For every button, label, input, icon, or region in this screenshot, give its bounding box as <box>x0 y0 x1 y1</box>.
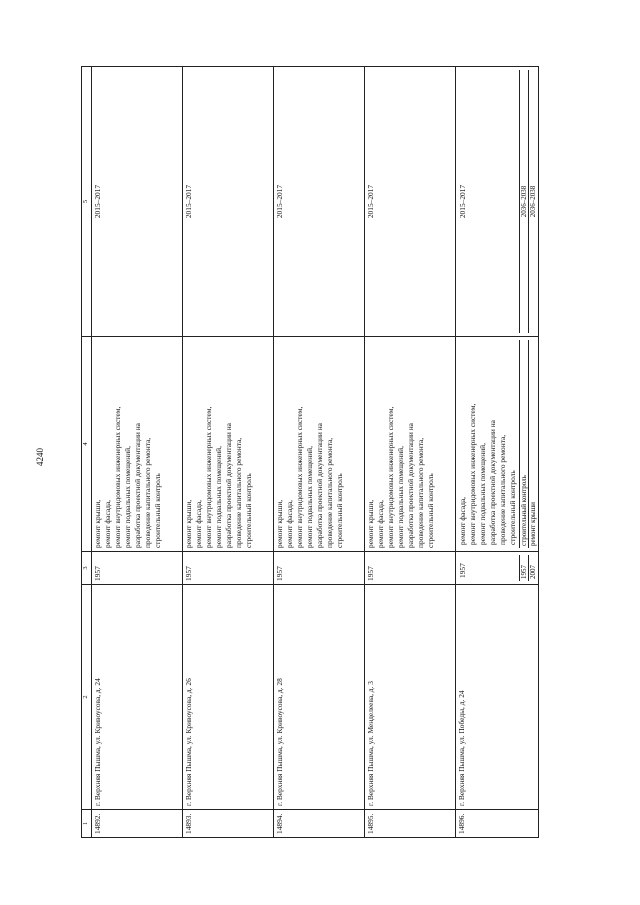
row-works <box>91 337 182 552</box>
row-number: 14892. <box>91 810 182 838</box>
row-works-text: ремонт крыши, ремонт фасада, ремонт внутридомовых инженерных систем, ремонт подвальных помещений, разработка проектной документации на проведение капитального ремонта, строительный контроль <box>183 406 253 548</box>
row-address: г. Верхняя Пышма, ул. Менделеева, д. 3 <box>364 585 455 810</box>
row-number: 14895. <box>364 810 455 838</box>
row-period-subrow: 2036–2038 <box>519 70 528 333</box>
row-period: 2015–2017 <box>91 67 182 337</box>
column-number-row <box>82 67 92 838</box>
row-number: 14893. <box>182 810 273 838</box>
row-address: г. Верхняя Пышма, ул. Кривоусова, д. 28 <box>273 585 364 810</box>
row-number: 14896. <box>455 810 538 838</box>
row-works <box>273 337 364 552</box>
row-period: 2015–2017 <box>273 67 364 337</box>
row-works-main: ремонт фасада, ремонт внутридомовых инженерных систем, ремонт подвальных помещений, разработка проектной документации на проведение капитального ремонта, строительный контроль <box>457 403 517 545</box>
column-header: 4 <box>82 337 92 552</box>
column-header: 5 <box>82 67 92 337</box>
row-year-main: 1957 <box>457 563 467 578</box>
row-number: 14894. <box>273 810 364 838</box>
row-period-subrow: 2036–2038 <box>528 70 537 333</box>
column-header: 1 <box>82 810 92 838</box>
row-period: 2015–2017 <box>182 67 273 337</box>
row-year: 1957 <box>91 552 182 585</box>
table-row <box>182 67 273 838</box>
row-year-subrow: 2007 <box>528 555 537 581</box>
row-period: 2015–2017 <box>364 67 455 337</box>
column-header: 3 <box>82 552 92 585</box>
row-address: г. Верхняя Пышма, ул. Кривоусова, д. 26 <box>182 585 273 810</box>
row-period-main: 2015–2017 <box>457 184 467 219</box>
column-header: 2 <box>82 585 92 810</box>
row-works-text: ремонт крыши, ремонт фасада, ремонт внутридомовых инженерных систем, ремонт подвальных помещений, разработка проектной документации на проведение капитального ремонта, строительный контроль <box>92 406 162 548</box>
row-year: 1957 <box>182 552 273 585</box>
row-year: 1957 <box>273 552 364 585</box>
row-period <box>455 67 538 337</box>
repair-schedule-table <box>81 66 539 838</box>
row-works <box>364 337 455 552</box>
table-row <box>91 67 182 838</box>
row-works-subrow: строительный контроль <box>519 340 528 548</box>
row-works <box>182 337 273 552</box>
row-works-subrow: ремонт крыши <box>528 340 537 548</box>
row-works <box>455 337 538 552</box>
row-year: 1957 <box>364 552 455 585</box>
row-address: г. Верхняя Пышма, ул. Кривоусова, д. 24 <box>91 585 182 810</box>
row-year-subrow: 1957 <box>519 555 528 581</box>
table-row <box>273 67 364 838</box>
row-year <box>455 552 538 585</box>
rotated-table-container <box>81 66 559 838</box>
page-number: 4240 <box>35 448 45 466</box>
row-works-text: ремонт крыши, ремонт фасада, ремонт внутридомовых инженерных систем, ремонт подвальных помещений, разработка проектной документации на проведение капитального ремонта, строительный контроль <box>365 406 435 548</box>
row-address: г. Верхняя Пышма, ул. Победы, д. 24 <box>455 585 538 810</box>
table-row <box>455 67 538 838</box>
table-row <box>364 67 455 838</box>
row-works-text: ремонт крыши, ремонт фасада, ремонт внутридомовых инженерных систем, ремонт подвальных помещений, разработка проектной документации на проведение капитального ремонта, строительный контроль <box>274 406 344 548</box>
